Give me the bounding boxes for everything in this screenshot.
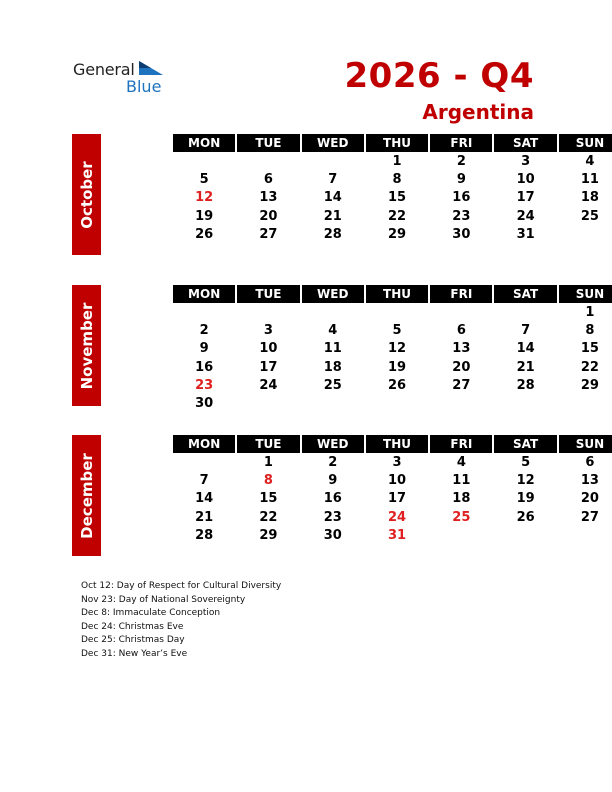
week-row bbox=[173, 509, 612, 527]
weekday-header-row bbox=[173, 134, 612, 152]
weekday-header-thu: THU bbox=[366, 134, 428, 152]
empty-day-cell bbox=[494, 304, 556, 322]
weekday-header-sun: SUN bbox=[559, 134, 612, 152]
holiday-day-cell: 12 bbox=[195, 190, 214, 206]
day-cell: 10 bbox=[387, 473, 407, 489]
weekday-header-wed: WED bbox=[302, 435, 364, 453]
empty-day-cell bbox=[366, 304, 428, 322]
weekday-header-thu: THU bbox=[366, 435, 428, 453]
weekday-header-fri: FRI bbox=[430, 134, 492, 152]
day-cell: 12 bbox=[516, 473, 535, 489]
day-cell: 11 bbox=[323, 341, 342, 357]
day-cell: 3 bbox=[263, 323, 273, 339]
empty-day-cell bbox=[559, 395, 612, 413]
day-cell: 30 bbox=[323, 527, 342, 543]
day-cell: 22 bbox=[580, 359, 599, 375]
week-row bbox=[173, 322, 612, 340]
day-cell: 24 bbox=[516, 208, 535, 224]
weekday-header-tue: TUE bbox=[237, 134, 299, 152]
holiday-day-cell: 8 bbox=[263, 473, 273, 489]
day-cell: 3 bbox=[521, 154, 531, 169]
day-cell: 25 bbox=[580, 208, 599, 224]
day-cell: 18 bbox=[580, 190, 599, 206]
day-cell: 15 bbox=[387, 190, 407, 206]
week-row bbox=[173, 490, 612, 508]
day-cell: 14 bbox=[323, 190, 342, 206]
page-title: 2026 - Q4 bbox=[344, 56, 534, 96]
day-cell: 4 bbox=[585, 154, 595, 169]
weekday-header-tue: TUE bbox=[237, 435, 299, 453]
day-cell: 26 bbox=[387, 377, 407, 393]
week-row bbox=[173, 359, 612, 377]
day-cell: 14 bbox=[516, 341, 535, 357]
day-cell: 6 bbox=[263, 172, 273, 188]
day-cell: 30 bbox=[195, 395, 214, 411]
day-cell: 20 bbox=[580, 491, 599, 507]
holiday-list-item: Nov 23: Day of National Sovereignty bbox=[81, 594, 246, 605]
holiday-list-item: Dec 8: Immaculate Conception bbox=[81, 608, 221, 619]
holiday-day-cell: 24 bbox=[387, 509, 407, 525]
day-cell: 2 bbox=[199, 323, 209, 339]
day-cell: 1 bbox=[263, 455, 273, 470]
day-cell: 10 bbox=[516, 172, 535, 188]
week-row bbox=[173, 377, 612, 395]
holiday-list bbox=[81, 580, 281, 662]
week-row bbox=[173, 472, 612, 490]
week-row bbox=[173, 340, 612, 358]
day-cell: 18 bbox=[452, 491, 471, 507]
weekday-header-thu: THU bbox=[366, 285, 428, 303]
day-cell: 9 bbox=[199, 341, 209, 357]
day-cell: 22 bbox=[259, 509, 278, 525]
empty-day-cell bbox=[237, 153, 299, 171]
weekday-header-tue: TUE bbox=[237, 285, 299, 303]
day-cell: 6 bbox=[585, 455, 595, 470]
week-grid bbox=[173, 454, 612, 545]
day-cell: 23 bbox=[323, 509, 342, 525]
day-cell: 17 bbox=[516, 190, 535, 206]
day-cell: 12 bbox=[387, 341, 407, 357]
day-cell: 10 bbox=[259, 341, 278, 357]
day-cell: 30 bbox=[452, 226, 471, 242]
day-cell: 11 bbox=[452, 473, 471, 489]
day-cell: 26 bbox=[195, 226, 214, 242]
day-cell: 13 bbox=[259, 190, 278, 206]
day-cell: 29 bbox=[259, 527, 278, 543]
day-cell: 5 bbox=[521, 455, 531, 470]
month-name: December bbox=[77, 452, 96, 539]
day-cell: 29 bbox=[387, 226, 407, 242]
weekday-header-sat: SAT bbox=[494, 435, 556, 453]
day-cell: 31 bbox=[516, 226, 535, 242]
week-row bbox=[173, 208, 612, 226]
weekday-header-mon: MON bbox=[173, 285, 235, 303]
day-cell: 11 bbox=[580, 172, 599, 188]
weekday-header-wed: WED bbox=[302, 285, 364, 303]
empty-day-cell bbox=[494, 395, 556, 413]
day-cell: 1 bbox=[392, 154, 402, 169]
day-cell: 9 bbox=[456, 172, 466, 188]
day-cell: 21 bbox=[516, 359, 535, 375]
day-cell: 25 bbox=[323, 377, 342, 393]
weekday-header-row bbox=[173, 435, 612, 453]
day-cell: 26 bbox=[516, 509, 535, 525]
day-cell: 20 bbox=[452, 359, 471, 375]
day-cell: 7 bbox=[521, 323, 531, 339]
day-cell: 17 bbox=[387, 491, 407, 507]
weekday-header-row bbox=[173, 285, 612, 303]
month-name: November bbox=[77, 302, 96, 389]
month-tab bbox=[72, 435, 101, 556]
empty-day-cell bbox=[430, 527, 492, 545]
day-cell: 7 bbox=[199, 473, 209, 489]
day-cell: 21 bbox=[195, 509, 214, 525]
weekday-header-mon: MON bbox=[173, 435, 235, 453]
day-cell: 16 bbox=[323, 491, 342, 507]
day-cell: 7 bbox=[328, 172, 338, 188]
day-cell: 28 bbox=[195, 527, 214, 543]
day-cell: 27 bbox=[580, 509, 599, 525]
brand-name-general: General bbox=[73, 60, 135, 79]
day-cell: 19 bbox=[516, 491, 535, 507]
day-cell: 28 bbox=[516, 377, 535, 393]
day-cell: 8 bbox=[392, 172, 402, 188]
day-cell: 23 bbox=[452, 208, 471, 224]
weekday-header-sun: SUN bbox=[559, 285, 612, 303]
day-cell: 28 bbox=[323, 226, 342, 242]
empty-day-cell bbox=[173, 153, 235, 171]
weekday-header-sat: SAT bbox=[494, 134, 556, 152]
day-cell: 5 bbox=[199, 172, 209, 188]
empty-day-cell bbox=[302, 395, 364, 413]
day-cell: 19 bbox=[195, 208, 214, 224]
week-row bbox=[173, 527, 612, 545]
day-cell: 22 bbox=[387, 208, 407, 224]
day-cell: 8 bbox=[585, 323, 595, 339]
empty-day-cell bbox=[173, 304, 235, 322]
day-cell: 24 bbox=[259, 377, 278, 393]
day-cell: 5 bbox=[392, 323, 402, 339]
empty-day-cell bbox=[559, 226, 612, 244]
empty-day-cell bbox=[302, 153, 364, 171]
day-cell: 29 bbox=[580, 377, 599, 393]
empty-day-cell bbox=[173, 454, 235, 472]
day-cell: 21 bbox=[323, 208, 342, 224]
day-cell: 16 bbox=[452, 190, 471, 206]
day-cell: 2 bbox=[328, 455, 338, 470]
holiday-list-item: Dec 25: Christmas Day bbox=[81, 635, 185, 646]
week-row bbox=[173, 171, 612, 189]
empty-day-cell bbox=[559, 527, 612, 545]
day-cell: 17 bbox=[259, 359, 278, 375]
week-row bbox=[173, 189, 612, 207]
holiday-list-item: Oct 12: Day of Respect for Cultural Diversity bbox=[81, 581, 282, 591]
holiday-list-item: Dec 31: New Year’s Eve bbox=[81, 648, 188, 659]
day-cell: 1 bbox=[585, 305, 595, 320]
empty-day-cell bbox=[302, 304, 364, 322]
weekday-header-sat: SAT bbox=[494, 285, 556, 303]
week-grid bbox=[173, 153, 612, 244]
empty-day-cell bbox=[237, 395, 299, 413]
month-name: October bbox=[77, 160, 96, 229]
day-cell: 18 bbox=[323, 359, 342, 375]
day-cell: 27 bbox=[259, 226, 278, 242]
month-tab bbox=[72, 134, 101, 255]
week-row bbox=[173, 153, 612, 171]
day-cell: 15 bbox=[259, 491, 278, 507]
week-row bbox=[173, 395, 612, 413]
week-row bbox=[173, 454, 612, 472]
week-row bbox=[173, 304, 612, 322]
day-cell: 14 bbox=[195, 491, 214, 507]
brand-name-blue: Blue bbox=[126, 77, 162, 96]
weekday-header-wed: WED bbox=[302, 134, 364, 152]
day-cell: 27 bbox=[452, 377, 471, 393]
weekday-header-mon: MON bbox=[173, 134, 235, 152]
month-tab bbox=[72, 285, 101, 406]
holiday-day-cell: 23 bbox=[195, 377, 214, 393]
holiday-day-cell: 31 bbox=[387, 527, 407, 543]
day-cell: 4 bbox=[456, 455, 466, 470]
day-cell: 4 bbox=[328, 323, 338, 339]
holiday-day-cell: 25 bbox=[452, 509, 471, 525]
empty-day-cell bbox=[430, 395, 492, 413]
brand-logo-icon bbox=[139, 61, 163, 77]
day-cell: 20 bbox=[259, 208, 278, 224]
day-cell: 13 bbox=[580, 473, 599, 489]
weekday-header-sun: SUN bbox=[559, 435, 612, 453]
weekday-header-fri: FRI bbox=[430, 435, 492, 453]
day-cell: 3 bbox=[392, 455, 402, 470]
empty-day-cell bbox=[430, 304, 492, 322]
day-cell: 13 bbox=[452, 341, 471, 357]
empty-day-cell bbox=[366, 395, 428, 413]
weekday-header-fri: FRI bbox=[430, 285, 492, 303]
day-cell: 16 bbox=[195, 359, 214, 375]
day-cell: 6 bbox=[456, 323, 466, 339]
holiday-list-item: Dec 24: Christmas Eve bbox=[81, 621, 184, 632]
brand-logo bbox=[73, 60, 173, 96]
day-cell: 19 bbox=[387, 359, 407, 375]
empty-day-cell bbox=[237, 304, 299, 322]
country-subtitle: Argentina bbox=[422, 100, 534, 124]
week-row bbox=[173, 226, 612, 244]
empty-day-cell bbox=[494, 527, 556, 545]
day-cell: 9 bbox=[328, 473, 338, 489]
day-cell: 15 bbox=[580, 341, 599, 357]
day-cell: 2 bbox=[456, 154, 466, 169]
week-grid bbox=[173, 304, 612, 413]
